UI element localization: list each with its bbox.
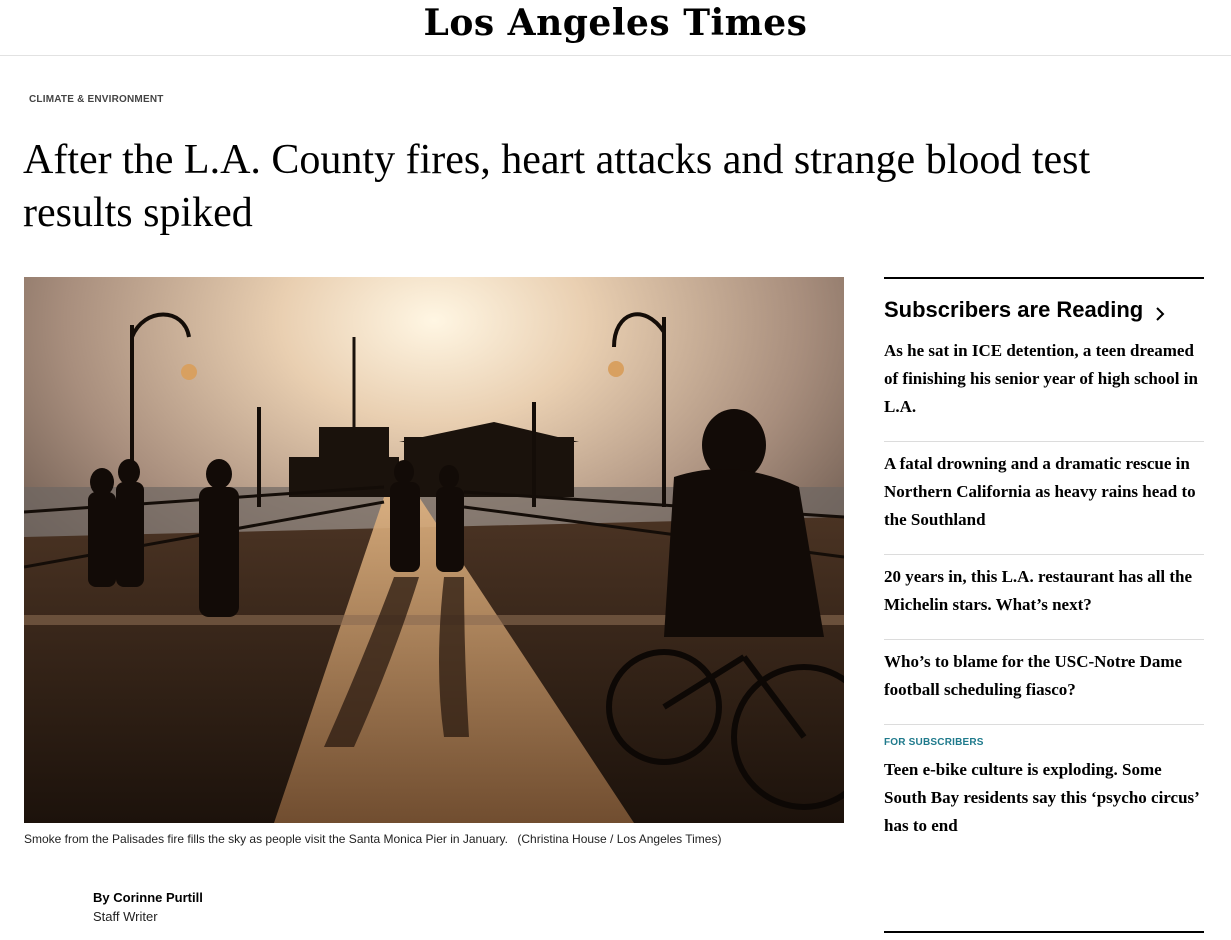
rail-list <box>884 335 1204 860</box>
caption-text: Smoke from the Palisades fire fills the sky as people visit the Santa Monica Pier in January. <box>24 832 509 846</box>
rail-list-item <box>884 335 1204 442</box>
byline <box>93 889 203 927</box>
rail-list-item <box>884 640 1204 725</box>
rail-list-item <box>884 725 1204 860</box>
rail-item-headline[interactable]: Who’s to blame for the USC-Notre Dame football scheduling fiasco? <box>884 652 1183 699</box>
rail-item-headline[interactable]: As he sat in ICE detention, a teen dreamed of finishing his senior year of high school in L.A. <box>884 341 1198 416</box>
byline-prefix: By <box>93 890 110 905</box>
image-credit: (Christina House / Los Angeles Times) <box>517 832 722 846</box>
masthead <box>0 0 1231 56</box>
subscribers-reading-rail <box>884 277 1204 860</box>
article-headline: After the L.A. County fires, heart attacks and strange blood test results spiked <box>23 137 1091 236</box>
rail-title: Subscribers are Reading <box>884 297 1144 322</box>
for-subscribers-tag: FOR SUBSCRIBERS <box>884 737 984 748</box>
author-link[interactable]: Corinne Purtill <box>113 890 203 905</box>
site-logo[interactable]: Los Angeles Times <box>423 2 808 44</box>
rail-list-item <box>884 442 1204 555</box>
author-role: Staff Writer <box>93 909 158 924</box>
chevron-right-icon <box>1153 302 1167 318</box>
pier-photo-illustration <box>24 277 844 823</box>
hero-image[interactable] <box>24 277 844 823</box>
rail-bottom-rule <box>884 931 1204 933</box>
rail-item-headline[interactable]: A fatal drowning and a dramatic rescue in Northern California as heavy rains head to the Southland <box>884 454 1196 529</box>
image-caption <box>24 832 844 846</box>
rail-title-link[interactable] <box>884 297 1204 323</box>
section-label[interactable]: CLIMATE & ENVIRONMENT <box>29 94 164 105</box>
rail-item-headline[interactable]: 20 years in, this L.A. restaurant has all the Michelin stars. What’s next? <box>884 567 1193 614</box>
rail-item-headline[interactable]: Teen e-bike culture is exploding. Some South Bay residents say this ‘psycho circus’ has to end <box>884 760 1199 835</box>
byline-author-line <box>93 889 203 907</box>
rail-top-rule <box>884 277 1204 279</box>
rail-list-item <box>884 555 1204 640</box>
